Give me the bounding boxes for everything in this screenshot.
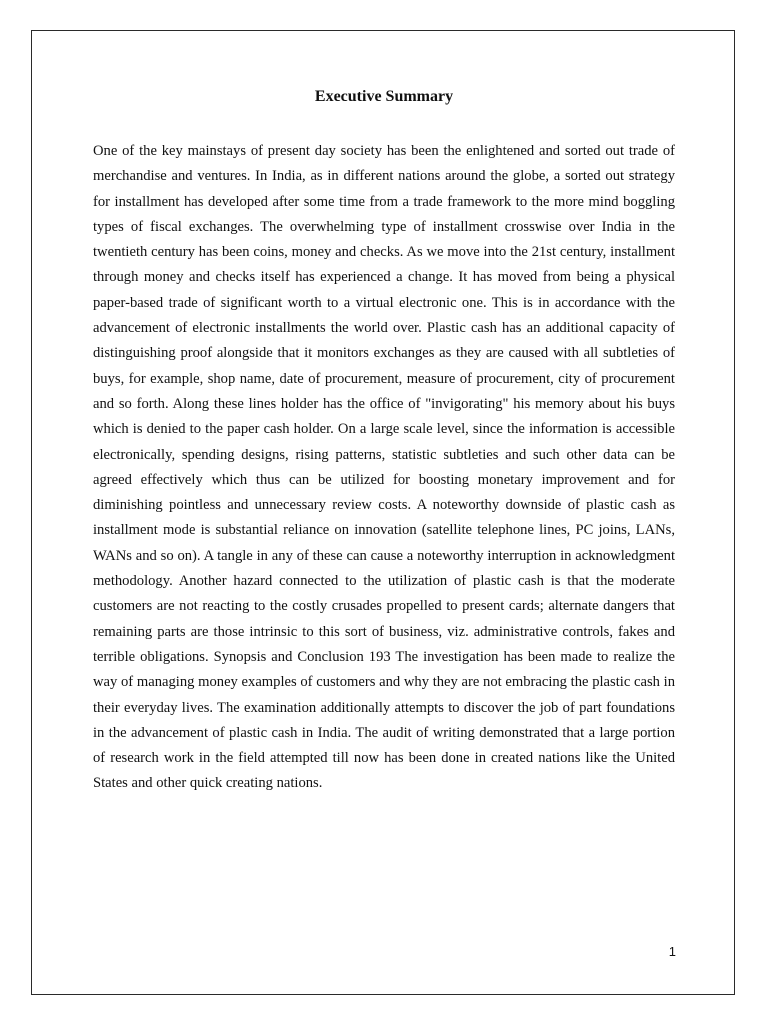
page-title: Executive Summary [314,88,454,105]
body-paragraph: One of the key mainstays of present day society has been the enlightened and sorted out trade of merchandise and ventures. In India, as in different nations around the globe, a sorted out strategy for installment has developed after some time from a trade framework to the more mind boggling types of fiscal exchanges. The overwhelming type of installment crosswise over India in the twentieth century has been coins, money and checks. As we move into the 21st century, installment through money and checks itself has experienced a change. It has moved from being a physical paper-based trade of significant worth to a virtual electronic one. This is in accordance with the advancement of electronic installments the world over. Plastic cash has an additional capacity of distinguishing proof alongside that it monitors exchanges as they are caused with all subtleties of buys, for example, shop name, date of procurement, measure of procurement, city of procurement and so forth. Along these lines holder has the office of "invigorating" his memory about his buys which is denied to the paper cash holder. On a large scale level, since the information is accessible electronically, spending designs, rising patterns, statistic subtleties and such other data can be agreed effectively which thus can be utilized for boosting monetary improvement and for diminishing pointless and unnecessary review costs. A noteworthy downside of plastic cash as installment mode is substantial reliance on innovation (satellite telephone lines, PC joins, LANs, WANs and so on). A tangle in any of these can cause a noteworthy interruption in acknowledgment methodology. Another hazard connected to the utilization of plastic cash is that the moderate customers are not reacting to the costly crusades propelled to present cards; alternate dangers that remaining parts are those intrinsic to this sort of business, viz. administrative controls, fakes and terrible obligations. Synopsis and Conclusion 193 The investigation has been made to realize the way of managing money examples of customers and why they are not embracing the plastic cash in their everyday lives. The examination additionally attempts to discover the job of part foundations in the advancement of plastic cash in India. The audit of writing demonstrated that a large portion of research work in the field attempted till now has been done in created nations like the United States and other quick creating nations. [93,143,675,792]
page-number: 1 [668,944,676,959]
